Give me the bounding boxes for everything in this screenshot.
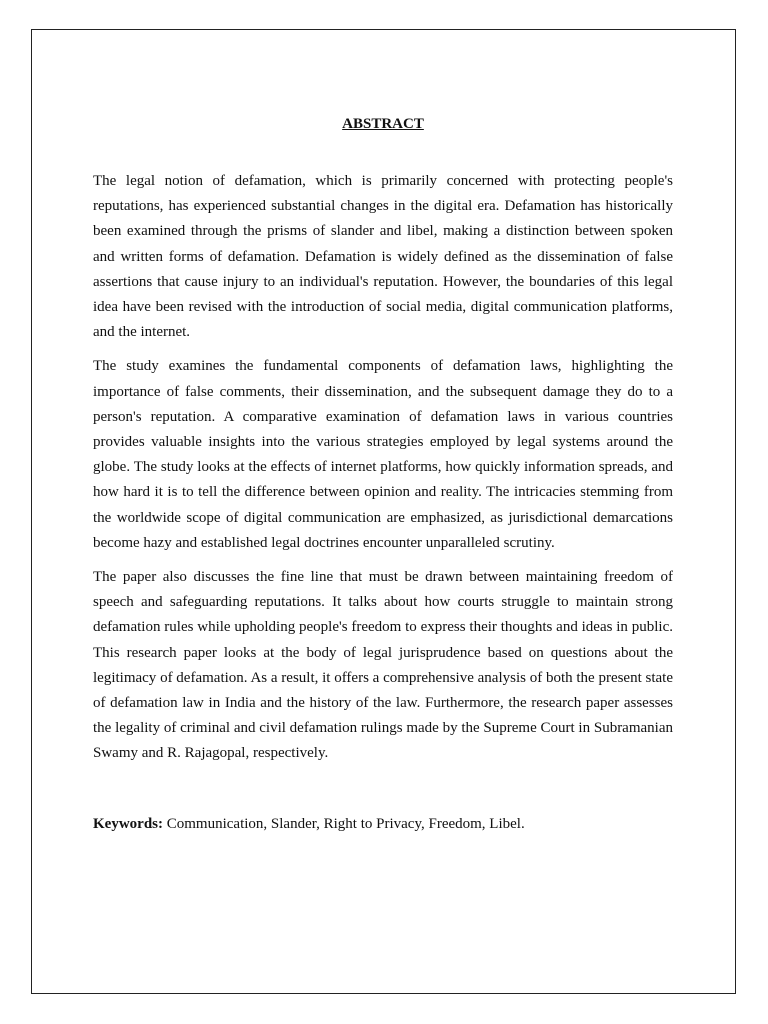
keywords-label: Keywords: xyxy=(93,815,163,832)
abstract-section xyxy=(93,112,673,837)
keywords-text: Communication, Slander, Right to Privacy, Freedom, Libel. xyxy=(166,815,525,832)
abstract-title: ABSTRACT xyxy=(342,116,424,132)
abstract-paragraph-3: The paper also discusses the fine line that must be drawn between maintaining freedom of speech and safeguarding reputations. It talks about how courts struggle to maintain strong defamation rules while upholding people's freedom to express their thoughts and ideas in public. This research paper looks at the body of legal jurisprudence based on questions about the legitimacy of defamation. As a result, it offers a comprehensive analysis of both the present state of defamation law in India and the history of the law. Furthermore, the research paper assesses the legality of criminal and civil defamation rulings made by the Supreme Court in Subramanian Swamy and R. Rajagopal, respectively. xyxy=(93,569,673,762)
abstract-paragraph-2: The study examines the fundamental components of defamation laws, highlighting the importance of false comments, their dissemination, and the subsequent damage they do to a person's reputation. A comparative examination of defamation laws in various countries provides valuable insights into the various strategies employed by legal systems around the globe. The study looks at the effects of internet platforms, how quickly information spreads, and how hard it is to tell the difference between opinion and reality. The intricacies stemming from the worldwide scope of digital communication are emphasized, as jurisdictional demarcations become hazy and established legal doctrines encounter unparalleled scrutiny. xyxy=(93,358,673,551)
abstract-paragraph-1: The legal notion of defamation, which is primarily concerned with protecting people's reputations, has experienced substantial changes in the digital era. Defamation has historically been examined through the prisms of slander and libel, making a distinction between spoken and written forms of defamation. Defamation is widely defined as the dissemination of false assertions that cause injury to an individual's reputation. However, the boundaries of this legal idea have been revised with the introduction of social media, digital communication platforms, and the internet. xyxy=(93,173,673,341)
keywords-line xyxy=(93,812,673,837)
